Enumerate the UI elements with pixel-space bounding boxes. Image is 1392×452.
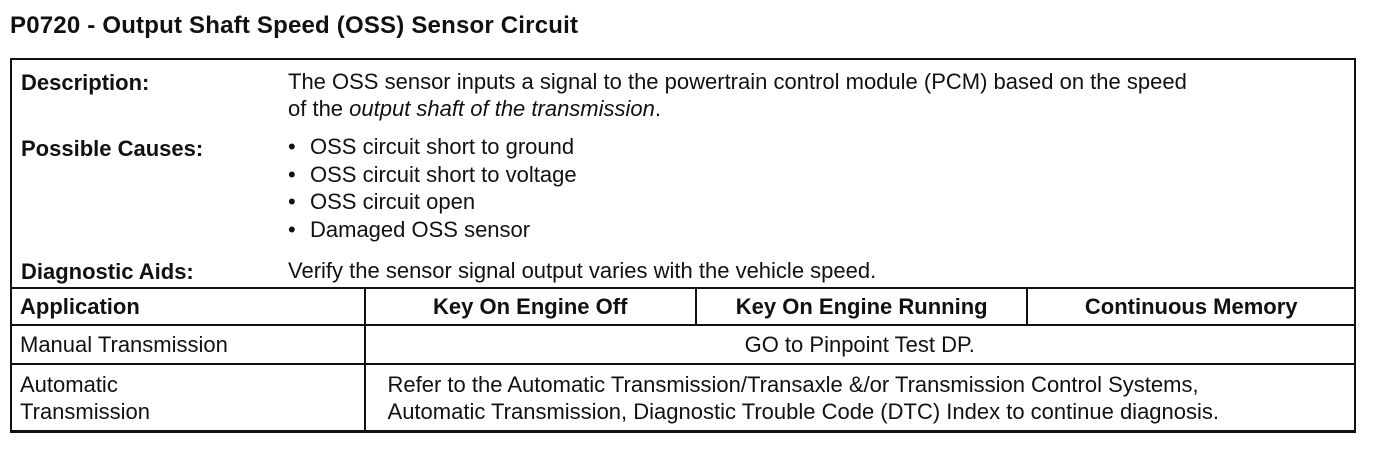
description-line-2-prefix: of the	[288, 96, 350, 121]
dtc-info-box	[10, 58, 1356, 432]
diagnostic-aids-label: Diagnostic Aids:	[21, 259, 194, 284]
bullet-icon: •	[288, 134, 296, 159]
description-line-2-suffix: .	[654, 96, 662, 121]
action-line-2: Automatic Transmission, Diagnostic Trouble Code (DTC) Index to continue diagnosis.	[387, 399, 1220, 424]
dtc-info-section	[12, 60, 1354, 288]
description-line-2	[288, 95, 1348, 122]
action-cell: GO to Pinpoint Test DP.	[365, 325, 1355, 364]
possible-causes-label: Possible Causes:	[21, 136, 204, 161]
table-header-row	[11, 288, 1355, 325]
table-row	[11, 325, 1355, 364]
description-line-1: The OSS sensor inputs a signal to the powertrain control module (PCM) based on the speed	[288, 69, 1187, 94]
cause-item	[288, 161, 1348, 189]
cause-text: OSS circuit open	[310, 189, 476, 214]
header-key-on-engine-off: Key On Engine Off	[365, 288, 696, 325]
cause-text: OSS circuit short to ground	[310, 134, 575, 159]
header-continuous-memory: Continuous Memory	[1027, 288, 1355, 325]
possible-causes-list	[288, 133, 1348, 243]
table-row	[11, 364, 1355, 432]
page-title: P0720 - Output Shaft Speed (OSS) Sensor Circuit	[10, 12, 579, 39]
description-line-2-italic: output shaft of the transmission	[349, 96, 655, 121]
possible-causes-list-wrap	[288, 133, 1348, 243]
description-label: Description:	[21, 70, 150, 95]
header-key-on-engine-running: Key On Engine Running	[696, 288, 1027, 325]
action-cell	[365, 364, 1355, 432]
cause-item	[288, 188, 1348, 216]
header-application: Application	[11, 288, 365, 325]
bullet-icon: •	[288, 189, 296, 214]
cause-item	[288, 133, 1348, 161]
diagnostic-aids-text: Verify the sensor signal output varies with the vehicle speed.	[288, 258, 877, 283]
application-table	[10, 287, 1356, 433]
application-cell: Manual Transmission	[11, 325, 365, 364]
application-cell	[11, 364, 365, 432]
cause-text: Damaged OSS sensor	[310, 216, 531, 242]
application-line-1: Automatic	[20, 372, 118, 397]
bullet-icon: •	[288, 161, 296, 187]
bullet-icon: •	[288, 216, 296, 242]
application-line-2: Transmission	[20, 399, 150, 424]
action-line-1: Refer to the Automatic Transmission/Transaxle &/or Transmission Control Systems,	[387, 372, 1199, 397]
cause-text: OSS circuit short to voltage	[310, 161, 577, 187]
description-text	[288, 68, 1348, 122]
cause-item	[288, 216, 1348, 244]
